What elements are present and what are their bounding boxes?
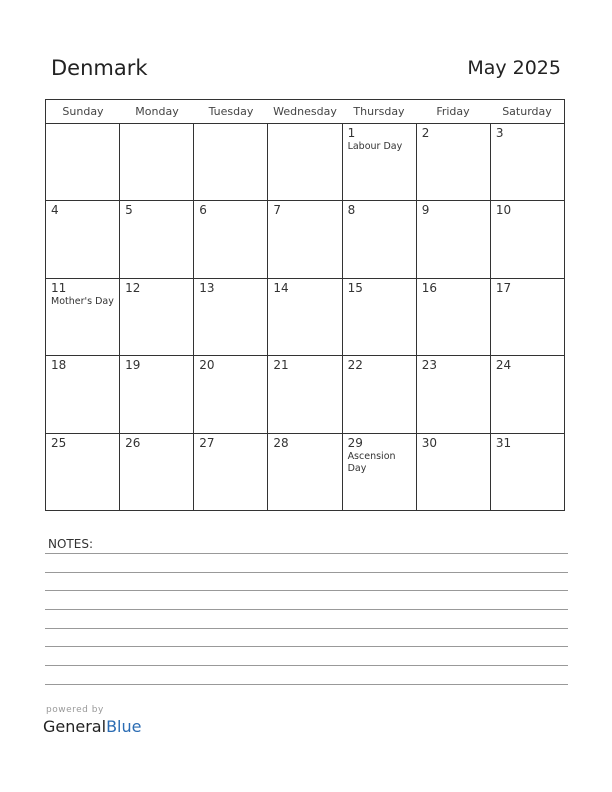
weekday-header: Sunday bbox=[62, 105, 104, 118]
weekday-header: Wednesday bbox=[273, 105, 337, 118]
brand-logo[interactable] bbox=[43, 717, 141, 736]
powered-by-text: powered by bbox=[46, 705, 104, 715]
day-number: 28 bbox=[273, 435, 289, 450]
brand-general: General bbox=[43, 717, 107, 736]
day-cell bbox=[120, 434, 194, 511]
day-number: 15 bbox=[347, 280, 363, 295]
day-cell bbox=[343, 201, 417, 277]
weekday-header: Friday bbox=[436, 105, 470, 118]
day-number: 3 bbox=[495, 126, 504, 140]
day-cell bbox=[491, 356, 564, 432]
day-number: 12 bbox=[125, 280, 141, 295]
day-cell bbox=[46, 124, 120, 200]
day-number: 23 bbox=[421, 358, 437, 373]
day-cell bbox=[417, 279, 491, 355]
day-cell bbox=[268, 124, 342, 200]
day-cell bbox=[120, 124, 194, 200]
day-number: 7 bbox=[273, 203, 282, 218]
week-row bbox=[46, 279, 564, 356]
day-number: 4 bbox=[51, 203, 59, 218]
day-cell bbox=[268, 434, 342, 511]
day-cell bbox=[268, 201, 342, 277]
day-cell bbox=[194, 124, 268, 200]
day-number: 2 bbox=[421, 126, 430, 140]
day-cell bbox=[46, 279, 120, 355]
day-cell bbox=[417, 201, 491, 277]
day-cell bbox=[46, 201, 120, 277]
day-cell bbox=[491, 279, 564, 355]
calendar-grid bbox=[45, 99, 565, 511]
notes-line bbox=[45, 666, 568, 685]
day-cell bbox=[491, 201, 564, 277]
day-number: 30 bbox=[421, 435, 437, 450]
day-cell bbox=[120, 279, 194, 355]
day-number: 31 bbox=[495, 435, 512, 450]
notes-lines bbox=[45, 553, 568, 685]
weekday-header: Saturday bbox=[502, 105, 552, 118]
notes-line bbox=[45, 629, 568, 648]
day-cell bbox=[343, 356, 417, 432]
day-number: 24 bbox=[495, 358, 512, 373]
day-cell bbox=[491, 434, 564, 511]
notes-line bbox=[45, 591, 568, 610]
calendar-country-title: Denmark bbox=[51, 56, 148, 80]
calendar-month-title: May 2025 bbox=[467, 57, 561, 79]
calendar-weeks bbox=[46, 124, 564, 511]
day-cell bbox=[268, 279, 342, 355]
day-cell bbox=[46, 356, 120, 432]
day-cell bbox=[491, 124, 564, 200]
notes-line bbox=[45, 647, 568, 666]
day-number: 21 bbox=[273, 358, 289, 373]
day-number: 1 bbox=[347, 126, 356, 140]
weekday-header: Thursday bbox=[353, 105, 405, 118]
day-number: 20 bbox=[199, 358, 215, 373]
weekday-header-row bbox=[46, 100, 564, 124]
day-number: 17 bbox=[495, 280, 512, 295]
notes-line bbox=[45, 573, 568, 592]
day-number: 14 bbox=[273, 280, 289, 295]
day-number: 27 bbox=[199, 435, 215, 450]
weekday-header: Monday bbox=[135, 105, 179, 118]
holiday-label: Labour Day bbox=[347, 141, 403, 152]
day-number: 6 bbox=[199, 203, 207, 218]
day-number: 10 bbox=[495, 203, 512, 218]
day-cell bbox=[268, 356, 342, 432]
day-number: 29 bbox=[347, 435, 363, 450]
day-cell bbox=[417, 434, 491, 511]
notes-line bbox=[45, 554, 568, 573]
day-number: 26 bbox=[125, 435, 141, 450]
week-row bbox=[46, 434, 564, 511]
day-cell bbox=[194, 279, 268, 355]
week-row bbox=[46, 124, 564, 201]
brand-blue: Blue bbox=[106, 717, 142, 736]
day-number: 18 bbox=[51, 358, 67, 373]
holiday-label: Mother's Day bbox=[51, 295, 114, 307]
day-cell bbox=[194, 201, 268, 277]
notes-line bbox=[45, 610, 568, 629]
day-number: 8 bbox=[347, 203, 356, 218]
notes-label: NOTES: bbox=[48, 537, 93, 551]
day-cell bbox=[194, 356, 268, 432]
day-number: 16 bbox=[421, 280, 437, 295]
day-cell bbox=[46, 434, 120, 511]
day-number: 9 bbox=[421, 203, 430, 218]
day-number: 13 bbox=[199, 280, 215, 295]
day-cell bbox=[417, 124, 491, 200]
day-number: 11 bbox=[51, 280, 67, 295]
weekday-header: Tuesday bbox=[208, 105, 254, 118]
day-number: 5 bbox=[125, 203, 133, 218]
day-number: 25 bbox=[51, 435, 67, 450]
day-cell bbox=[343, 124, 417, 200]
holiday-label: Ascension Day bbox=[347, 450, 396, 474]
day-number: 22 bbox=[347, 358, 363, 373]
week-row bbox=[46, 201, 564, 278]
day-cell bbox=[417, 356, 491, 432]
day-number: 19 bbox=[125, 358, 141, 373]
day-cell bbox=[194, 434, 268, 511]
day-cell bbox=[343, 279, 417, 355]
day-cell bbox=[120, 201, 194, 277]
week-row bbox=[46, 356, 564, 433]
day-cell bbox=[120, 356, 194, 432]
day-cell bbox=[343, 434, 417, 511]
